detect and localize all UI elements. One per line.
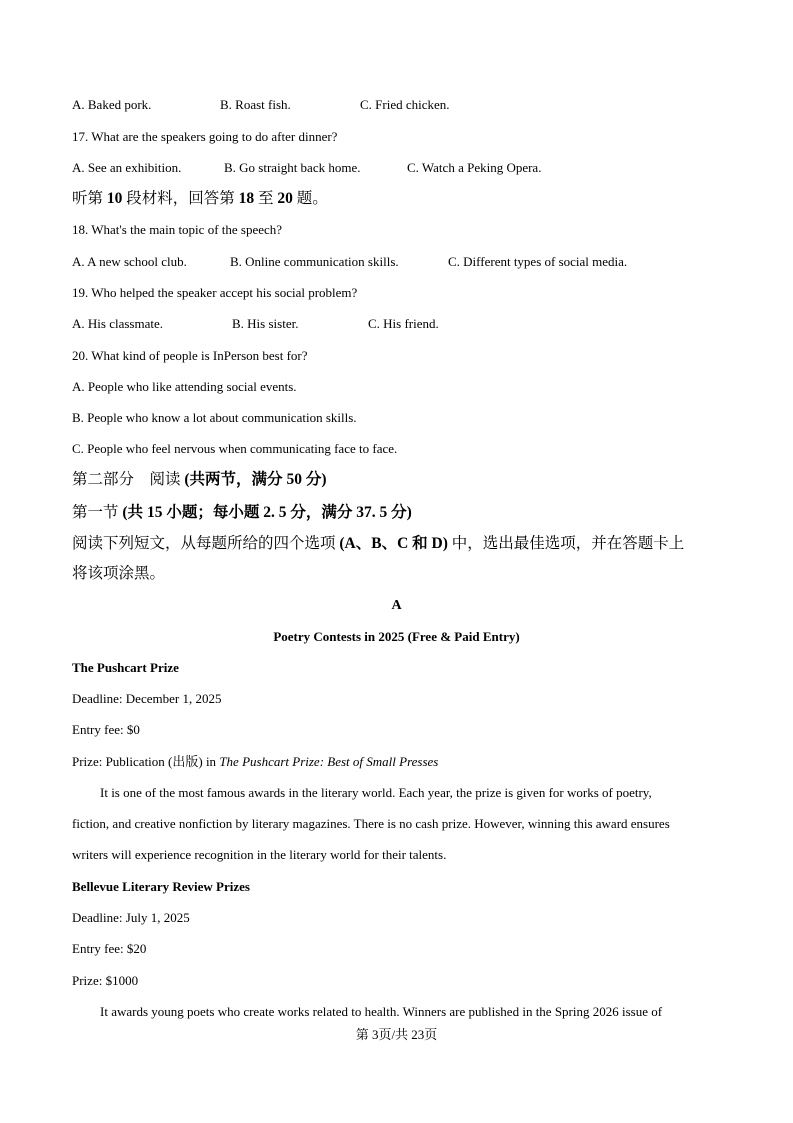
contest-1-description-line-2: fiction, and creative nonfiction by literary magazines. There is no cash prize. However, winning this award ensures: [72, 816, 670, 831]
contest-1-description-line-3: writers will experience recognition in the literary world for their talents.: [72, 847, 447, 862]
instructions-line-1: 阅读下列短文，从每题所给的四个选项 (A、B、C 和 D) 中，选出最佳选项，并在答题卡上: [72, 535, 685, 552]
page-number: 第 3页/共 23页: [355, 1027, 438, 1042]
option-c: C. Watch a Peking Opera.: [407, 160, 542, 175]
question-20: 20. What kind of people is InPerson best for?: [72, 348, 308, 363]
contest-2-prize: Prize: $1000: [72, 973, 139, 988]
contest-2-deadline: Deadline: July 1, 2025: [72, 910, 190, 925]
question-20-option-a: A. People who like attending social events.: [72, 379, 297, 394]
question-18: 18. What's the main topic of the speech?: [72, 222, 283, 237]
contest-2-description-line-1: It awards young poets who create works related to health. Winners are published in the Spring 2026 issue of: [100, 1004, 663, 1019]
contest-1-name: The Pushcart Prize: [72, 660, 179, 675]
contest-1-prize: Prize: Publication (出版) in The Pushcart Prize: Best of Small Presses: [72, 754, 439, 769]
option-b: B. Online communication skills.: [230, 254, 399, 269]
option-c: C. Different types of social media.: [448, 254, 628, 269]
option-b: B. Go straight back home.: [224, 160, 361, 175]
option-a: A. Baked pork.: [72, 97, 152, 112]
option-a: A. His classmate.: [72, 316, 163, 331]
contest-1-deadline: Deadline: December 1, 2025: [72, 691, 222, 706]
instructions-line-2: 将该项涂黑。: [72, 565, 166, 582]
part-2-heading: 第二部分 阅读 (共两节，满分 50 分): [72, 471, 327, 488]
option-c: C. His friend.: [368, 316, 439, 331]
option-b: B. His sister.: [232, 316, 299, 331]
section-10-heading: 听第 10 段材料，回答第 18 至 20 题。: [72, 190, 328, 207]
question-19: 19. Who helped the speaker accept his social problem?: [72, 285, 358, 300]
section-1-heading: 第一节 (共 15 小题；每小题 2. 5 分，满分 37. 5 分): [72, 504, 412, 521]
question-17: 17. What are the speakers going to do after dinner?: [72, 129, 338, 144]
option-b: B. Roast fish.: [220, 97, 291, 112]
contest-1-description-line-1: It is one of the most famous awards in the literary world. Each year, the prize is given for works of poetry,: [100, 785, 652, 800]
passage-title: Poetry Contests in 2025 (Free & Paid Entry): [273, 629, 520, 644]
option-a: A. A new school club.: [72, 254, 187, 269]
passage-letter: A: [391, 598, 402, 613]
contest-2-fee: Entry fee: $20: [72, 941, 147, 956]
question-20-option-c: C. People who feel nervous when communicating face to face.: [72, 441, 398, 456]
contest-1-fee: Entry fee: $0: [72, 722, 140, 737]
option-c: C. Fried chicken.: [360, 97, 450, 112]
question-20-option-b: B. People who know a lot about communication skills.: [72, 410, 357, 425]
contest-2-name: Bellevue Literary Review Prizes: [72, 879, 250, 894]
option-a: A. See an exhibition.: [72, 160, 182, 175]
